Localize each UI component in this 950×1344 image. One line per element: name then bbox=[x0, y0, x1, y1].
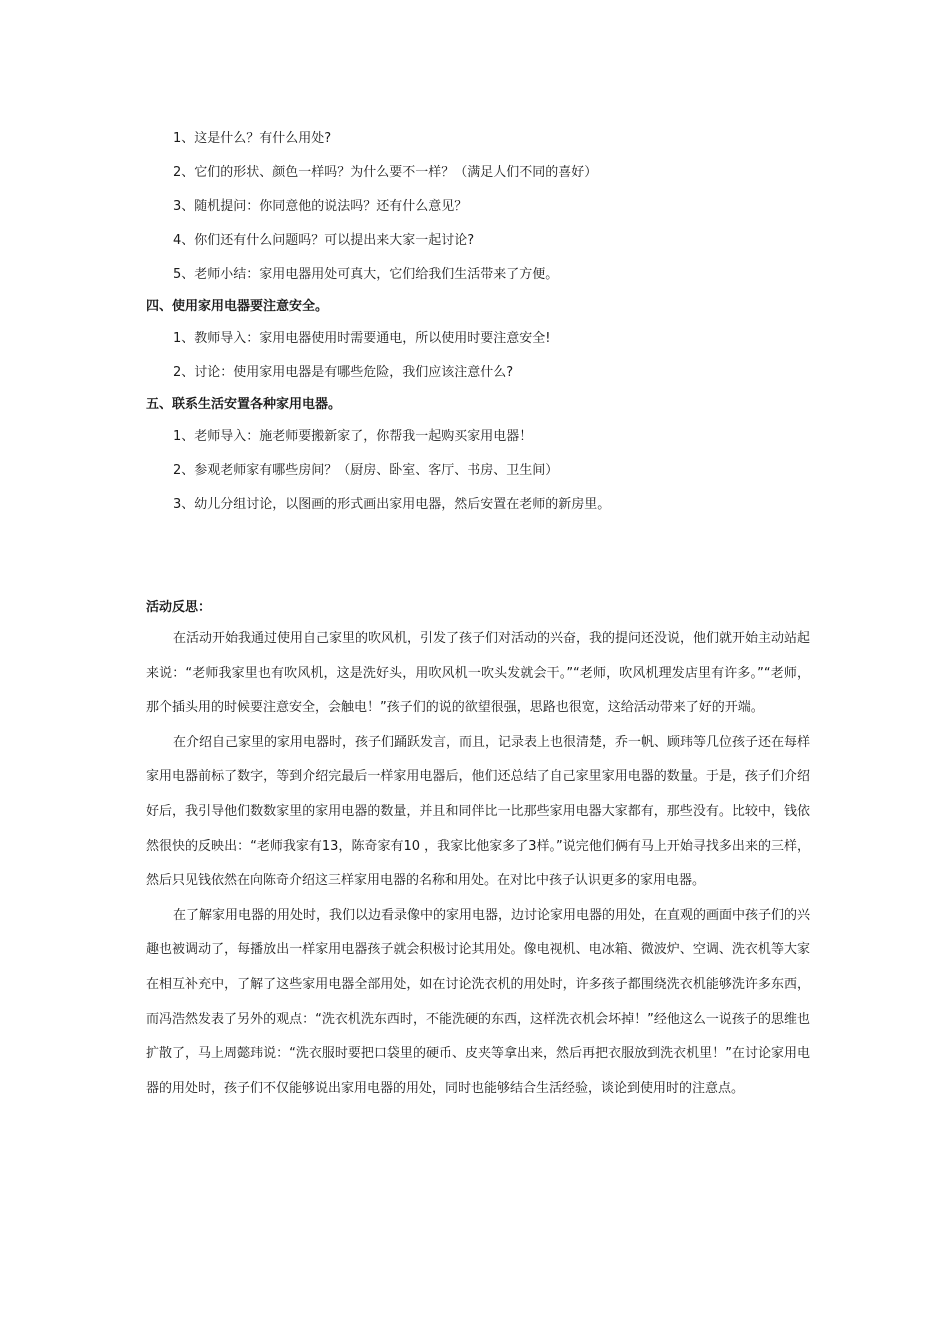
list-item: 1、老师导入：施老师要搬新家了，你帮我一起购买家用电器！ bbox=[173, 429, 533, 444]
list-item: 3、幼儿分组讨论，以图画的形式画出家用电器，然后安置在老师的新房里。 bbox=[173, 497, 611, 512]
section-heading: 五、联系生活安置各种家用电器。 bbox=[146, 397, 342, 412]
section-heading: 四、使用家用电器要注意安全。 bbox=[146, 299, 329, 314]
reflection-paragraph: 在了解家用电器的用处时，我们以边看录像中的家用电器，边讨论家用电器的用处，在直观的画面中孩子们的兴趣也被调动了，每播放出一样家用电器孩子就会积极讨论其用处。像电视机、电冰箱、微波炉、空调、洗衣机等大家在相互补充中，了解了这些家用电器全部用处，如在讨论洗衣机的用处时，许多孩子都围绕洗衣机能够洗许多东西，而冯浩然发表了另外的观点：“洗衣机洗东西时，不能洗硬的东西，这样洗衣机会坏掉！”经他这么一说孩子的思维也扩散了，马上周懿玮说：“洗衣服时要把口袋里的硬币、皮夹等拿出来，然后再把衣服放到洗衣机里！”在讨论家用电器的用处时，孩子们不仅能够说出家用电器的用处，同时也能够结合生活经验，谈论到使用时的注意点。 bbox=[146, 907, 811, 1096]
reflection-paragraph: 在活动开始我通过使用自己家里的吹风机，引发了孩子们对活动的兴奋，我的提问还没说，他们就开始主动站起来说：“老师我家里也有吹风机，这是洗好头，用吹风机一吹头发就会干。”“老师，吹风机理发店里有许多。”“老师，那个插头用的时候要注意安全，会触电！”孩子们的说的欲望很强，思路也很宽，这给活动带来了好的开端。 bbox=[146, 631, 811, 716]
list-item: 1、教师导入：家用电器使用时需要通电，所以使用时要注意安全! bbox=[173, 331, 551, 346]
list-item: 5、老师小结：家用电器用处可真大，它们给我们生活带来了方便。 bbox=[173, 267, 559, 282]
list-item: 2、参观老师家有哪些房间？（厨房、卧室、客厅、书房、卫生间） bbox=[173, 463, 559, 478]
list-item: 4、你们还有什么问题吗？可以提出来大家一起讨论? bbox=[173, 233, 475, 248]
list-item: 2、它们的形状、颜色一样吗？为什么要不一样？（满足人们不同的喜好） bbox=[173, 165, 598, 180]
list-item: 2、讨论：使用家用电器是有哪些危险，我们应该注意什么? bbox=[173, 365, 514, 380]
reflection-title: 活动反思： bbox=[146, 600, 212, 615]
list-item: 1、这是什么？有什么用处? bbox=[173, 131, 332, 146]
lesson-steps bbox=[146, 122, 826, 522]
list-item: 3、随机提问：你同意他的说法吗？还有什么意见？ bbox=[173, 199, 468, 214]
reflection-paragraph: 在介绍自己家里的家用电器时，孩子们踊跃发言，而且，记录表上也很清楚，乔一帆、顾玮等几位孩子还在每样家用电器前标了数字，等到介绍完最后一样家用电器后，他们还总结了自己家里家用电器的数量。于是，孩子们介绍好后，我引导他们数数家里的家用电器的数量，并且和同伴比一比那些家用电器大家都有，那些没有。比较中，钱依然很快的反映出：“老师我家有13，陈奇家有10 ，我家比他家多了3样。”说完他们俩有马上开始寻找多出来的三样，然后只见钱依然在向陈奇介绍这三样家用电器的名称和用处。在对比中孩子认识更多的家用电器。 bbox=[146, 734, 811, 889]
reflection-section bbox=[146, 594, 810, 1106]
